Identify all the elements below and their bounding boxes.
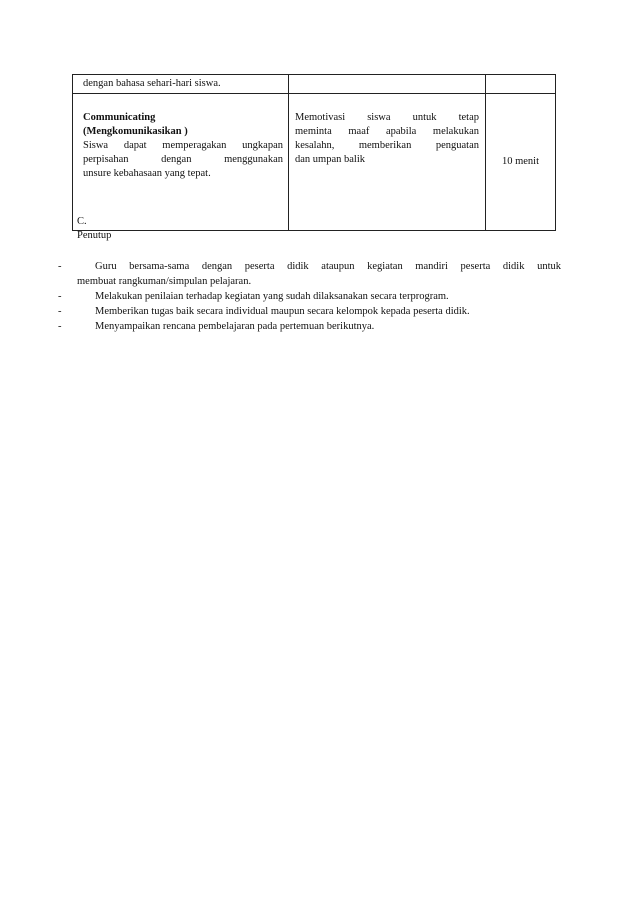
table-row bbox=[73, 75, 556, 94]
bullet-text: Guru bersama-sama dengan peserta didik ataupun kegiatan mandiri peserta didik untuk bbox=[95, 261, 561, 272]
list-item bbox=[0, 289, 638, 304]
closing-bullet-list bbox=[0, 259, 638, 334]
bullet-text: Melakukan penilaian terhadap kegiatan yang sudah dilaksanakan secara terprogram. bbox=[95, 291, 449, 302]
bullet-marker: - bbox=[58, 291, 62, 302]
bullet-marker: - bbox=[58, 306, 62, 317]
activity-title: Communicating bbox=[83, 112, 156, 123]
goal-line: kesalahn, memberikan penguatan bbox=[295, 140, 479, 151]
time-cell bbox=[486, 75, 556, 94]
bullet-text: Menyampaikan rencana pembelajaran pada pertemuan berikutnya. bbox=[95, 321, 375, 332]
section-heading bbox=[77, 215, 111, 243]
bullet-marker: - bbox=[58, 321, 62, 332]
goal-line: Memotivasi siswa untuk tetap bbox=[295, 112, 479, 123]
time-cell bbox=[486, 94, 556, 231]
time-text: 10 menit bbox=[501, 156, 540, 167]
table-row bbox=[73, 94, 556, 231]
goal-cell bbox=[289, 94, 486, 231]
learning-activity-table bbox=[72, 74, 556, 231]
goal-line: dan umpan balik bbox=[295, 154, 365, 165]
list-item bbox=[0, 304, 638, 319]
bullet-marker: - bbox=[58, 261, 62, 272]
bullet-text: Memberikan tugas baik secara individual maupun secara kelompok kepada peserta didik. bbox=[95, 306, 470, 317]
section-title: Penutup bbox=[77, 230, 112, 241]
activity-line: perpisahan dengan menggunakan bbox=[83, 154, 283, 165]
list-item bbox=[0, 319, 638, 334]
goal-line: meminta maaf apabila melakukan bbox=[295, 126, 479, 137]
activity-cell bbox=[73, 94, 289, 231]
activity-subtitle: (Mengkomunikasikan ) bbox=[83, 126, 188, 137]
goal-cell bbox=[289, 75, 486, 94]
section-letter: C. bbox=[77, 216, 87, 227]
list-item bbox=[0, 259, 638, 289]
activity-text: dengan bahasa sehari-hari siswa. bbox=[83, 78, 221, 89]
activity-line: Siswa dapat memperagakan ungkapan bbox=[83, 140, 283, 151]
bullet-text-continued: membuat rangkuman/simpulan pelajaran. bbox=[77, 276, 252, 287]
activity-cell bbox=[73, 75, 289, 94]
activity-line: unsure kebahasaan yang tepat. bbox=[83, 168, 211, 179]
